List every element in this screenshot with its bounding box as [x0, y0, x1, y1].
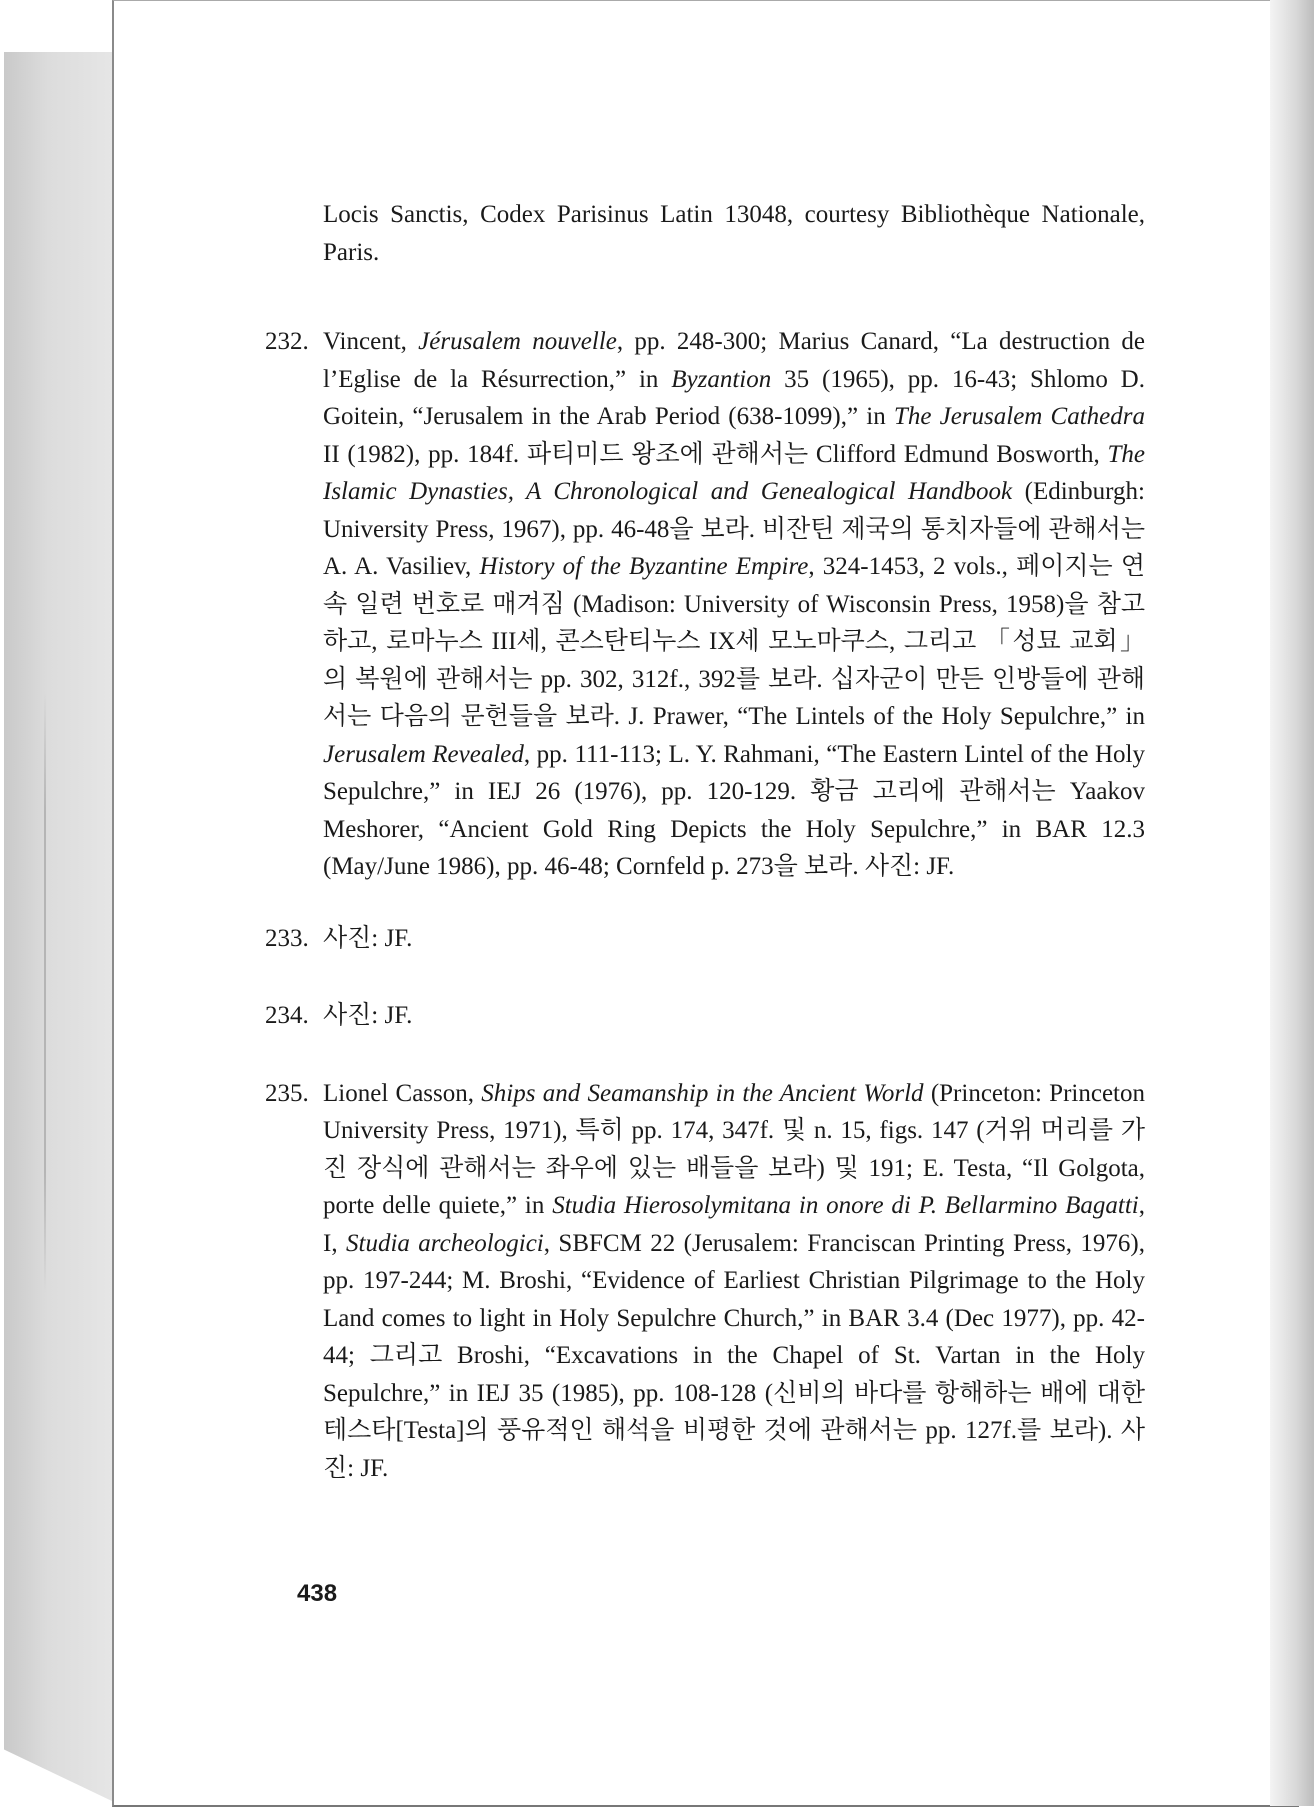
endnote-text — [323, 328, 1145, 880]
text-run: (Princeton: Princeton University Press, 1971), 특히 pp. 174, 347f. 및 n. 15, figs. 147 (거위 머리를 가진 장식에 관해서는 좌우에 있는 배들을 보라) 및 191; E. Testa, “Il Golgota, porte delle quiete,” in — [323, 1079, 1145, 1219]
endnote-234 — [265, 997, 1145, 1035]
endnote-number: 235. — [265, 1079, 309, 1107]
italic-title: Ships and Seamanship in the Ancient World — [481, 1079, 924, 1107]
italic-title: Byzantion — [671, 365, 772, 393]
text-run: , SBFCM 22 (Jerusalem: Franciscan Printing Press, 1976), pp. 197-244; M. Broshi, “Evidence of Earliest Christian Pilgrimage to the Holy Land comes to light in Holy Sepulchre Church,” in BAR 3.4 (Dec 1977), pp. 42-44; 그리고 Broshi, “Excavations in the Chapel of St. Vartan in the Holy Sepulchre,” in IEJ 35 (1985), pp. 108-128 (신비의 바다를 항해하는 배에 대한 테스타[Testa]의 풍유적인 해석을 비평한 것에 관해서는 pp. 127f.를 보라). 사진: JF. — [323, 1229, 1146, 1482]
endnote-number: 233. — [265, 924, 309, 952]
endnote-text — [323, 1080, 1145, 1482]
endnote-235 — [265, 1075, 1145, 1488]
text-run: Lionel Casson, — [323, 1079, 482, 1107]
page-number: 438 — [297, 1580, 338, 1607]
italic-title: History of the Byzantine Empire — [479, 553, 809, 580]
text-run: Vincent, — [323, 328, 419, 355]
page-edge-shadow — [1270, 0, 1314, 1806]
text-run: 사진: JF. — [323, 924, 413, 952]
italic-title: Jerusalem Revealed — [323, 740, 524, 768]
endnote-text — [323, 1002, 412, 1029]
text-run: (Edinburgh: University Press, 1967), pp. 46-48을 보라. 비잔틴 제국의 통치자들에 관해서는 A. A. Vasiliev, — [323, 478, 1145, 580]
endnote-number: 232. — [265, 328, 309, 355]
text-run: 35 (1965), pp. 16-43; Shlomo D. Goitein, “Jerusalem in the Arab Period (638-1099),” in — [323, 365, 1145, 430]
italic-title: Studia Hierosolymitana in onore di P. Bellarmino Bagatti — [552, 1192, 1139, 1219]
text-run: II (1982), pp. 184f. 파티미드 왕조에 관해서는 Clifford Edmund Bosworth, — [323, 440, 1108, 468]
italic-title: Studia archeologici — [346, 1229, 544, 1257]
endnotes — [265, 196, 1145, 1521]
text-run: , pp. 248-300; Marius Canard, “La destruction de l’Eglise de la Résurrection,” in — [323, 328, 1145, 393]
endnote-text — [323, 925, 412, 952]
text-run: , I, — [323, 1192, 1145, 1257]
italic-title: The Jerusalem Cathedra — [893, 403, 1145, 430]
italic-title: The Islamic Dynasties, A Chronological and Genealogical Handbook — [323, 440, 1145, 505]
text-run: , 324-1453, 2 vols., 페이지는 연속 일련 번호로 매겨짐 (Madison: University of Wisconsin Press, 1958)을 참고하고, 로마누스 III세, 콘스탄티누스 IX세 모노마쿠스, 그리고 「성묘 교회」의 복원에 관해서는 pp. 302, 312f., 392를 보라. 십자군이 만든 인방들에 관해서는 다음의 문헌들을 보라. J. Prawer, “The Lintels of the Holy Sepulchre,” in — [323, 553, 1145, 730]
endnote-233 — [265, 920, 1145, 958]
italic-title: Jérusalem nouvelle — [418, 328, 617, 355]
note-continuation-text: Locis Sanctis, Codex Parisinus Latin 13048, courtesy Bibliothèque Nationale, Paris. — [323, 201, 1145, 266]
book-spine — [4, 52, 114, 1802]
text-run: , pp. 111-113; L. Y. Rahmani, “The Eastern Lintel of the Holy Sepulchre,” in IEJ 26 (1976), pp. 120-129. 황금 고리에 관해서는 Yaakov Meshorer, “Ancient Gold Ring Depicts the Holy Sepulchre,” in BAR 12.3 (May/June 1986), pp. 46-48; Cornfeld p. 273을 보라. 사진: JF. — [323, 740, 1145, 880]
text-run: 사진: JF. — [323, 1002, 413, 1029]
note-continuation — [265, 196, 1145, 271]
spine-crease — [44, 692, 46, 1292]
endnote-number: 234. — [265, 1002, 309, 1029]
notes-list — [265, 323, 1145, 1487]
endnote-232 — [265, 323, 1145, 886]
